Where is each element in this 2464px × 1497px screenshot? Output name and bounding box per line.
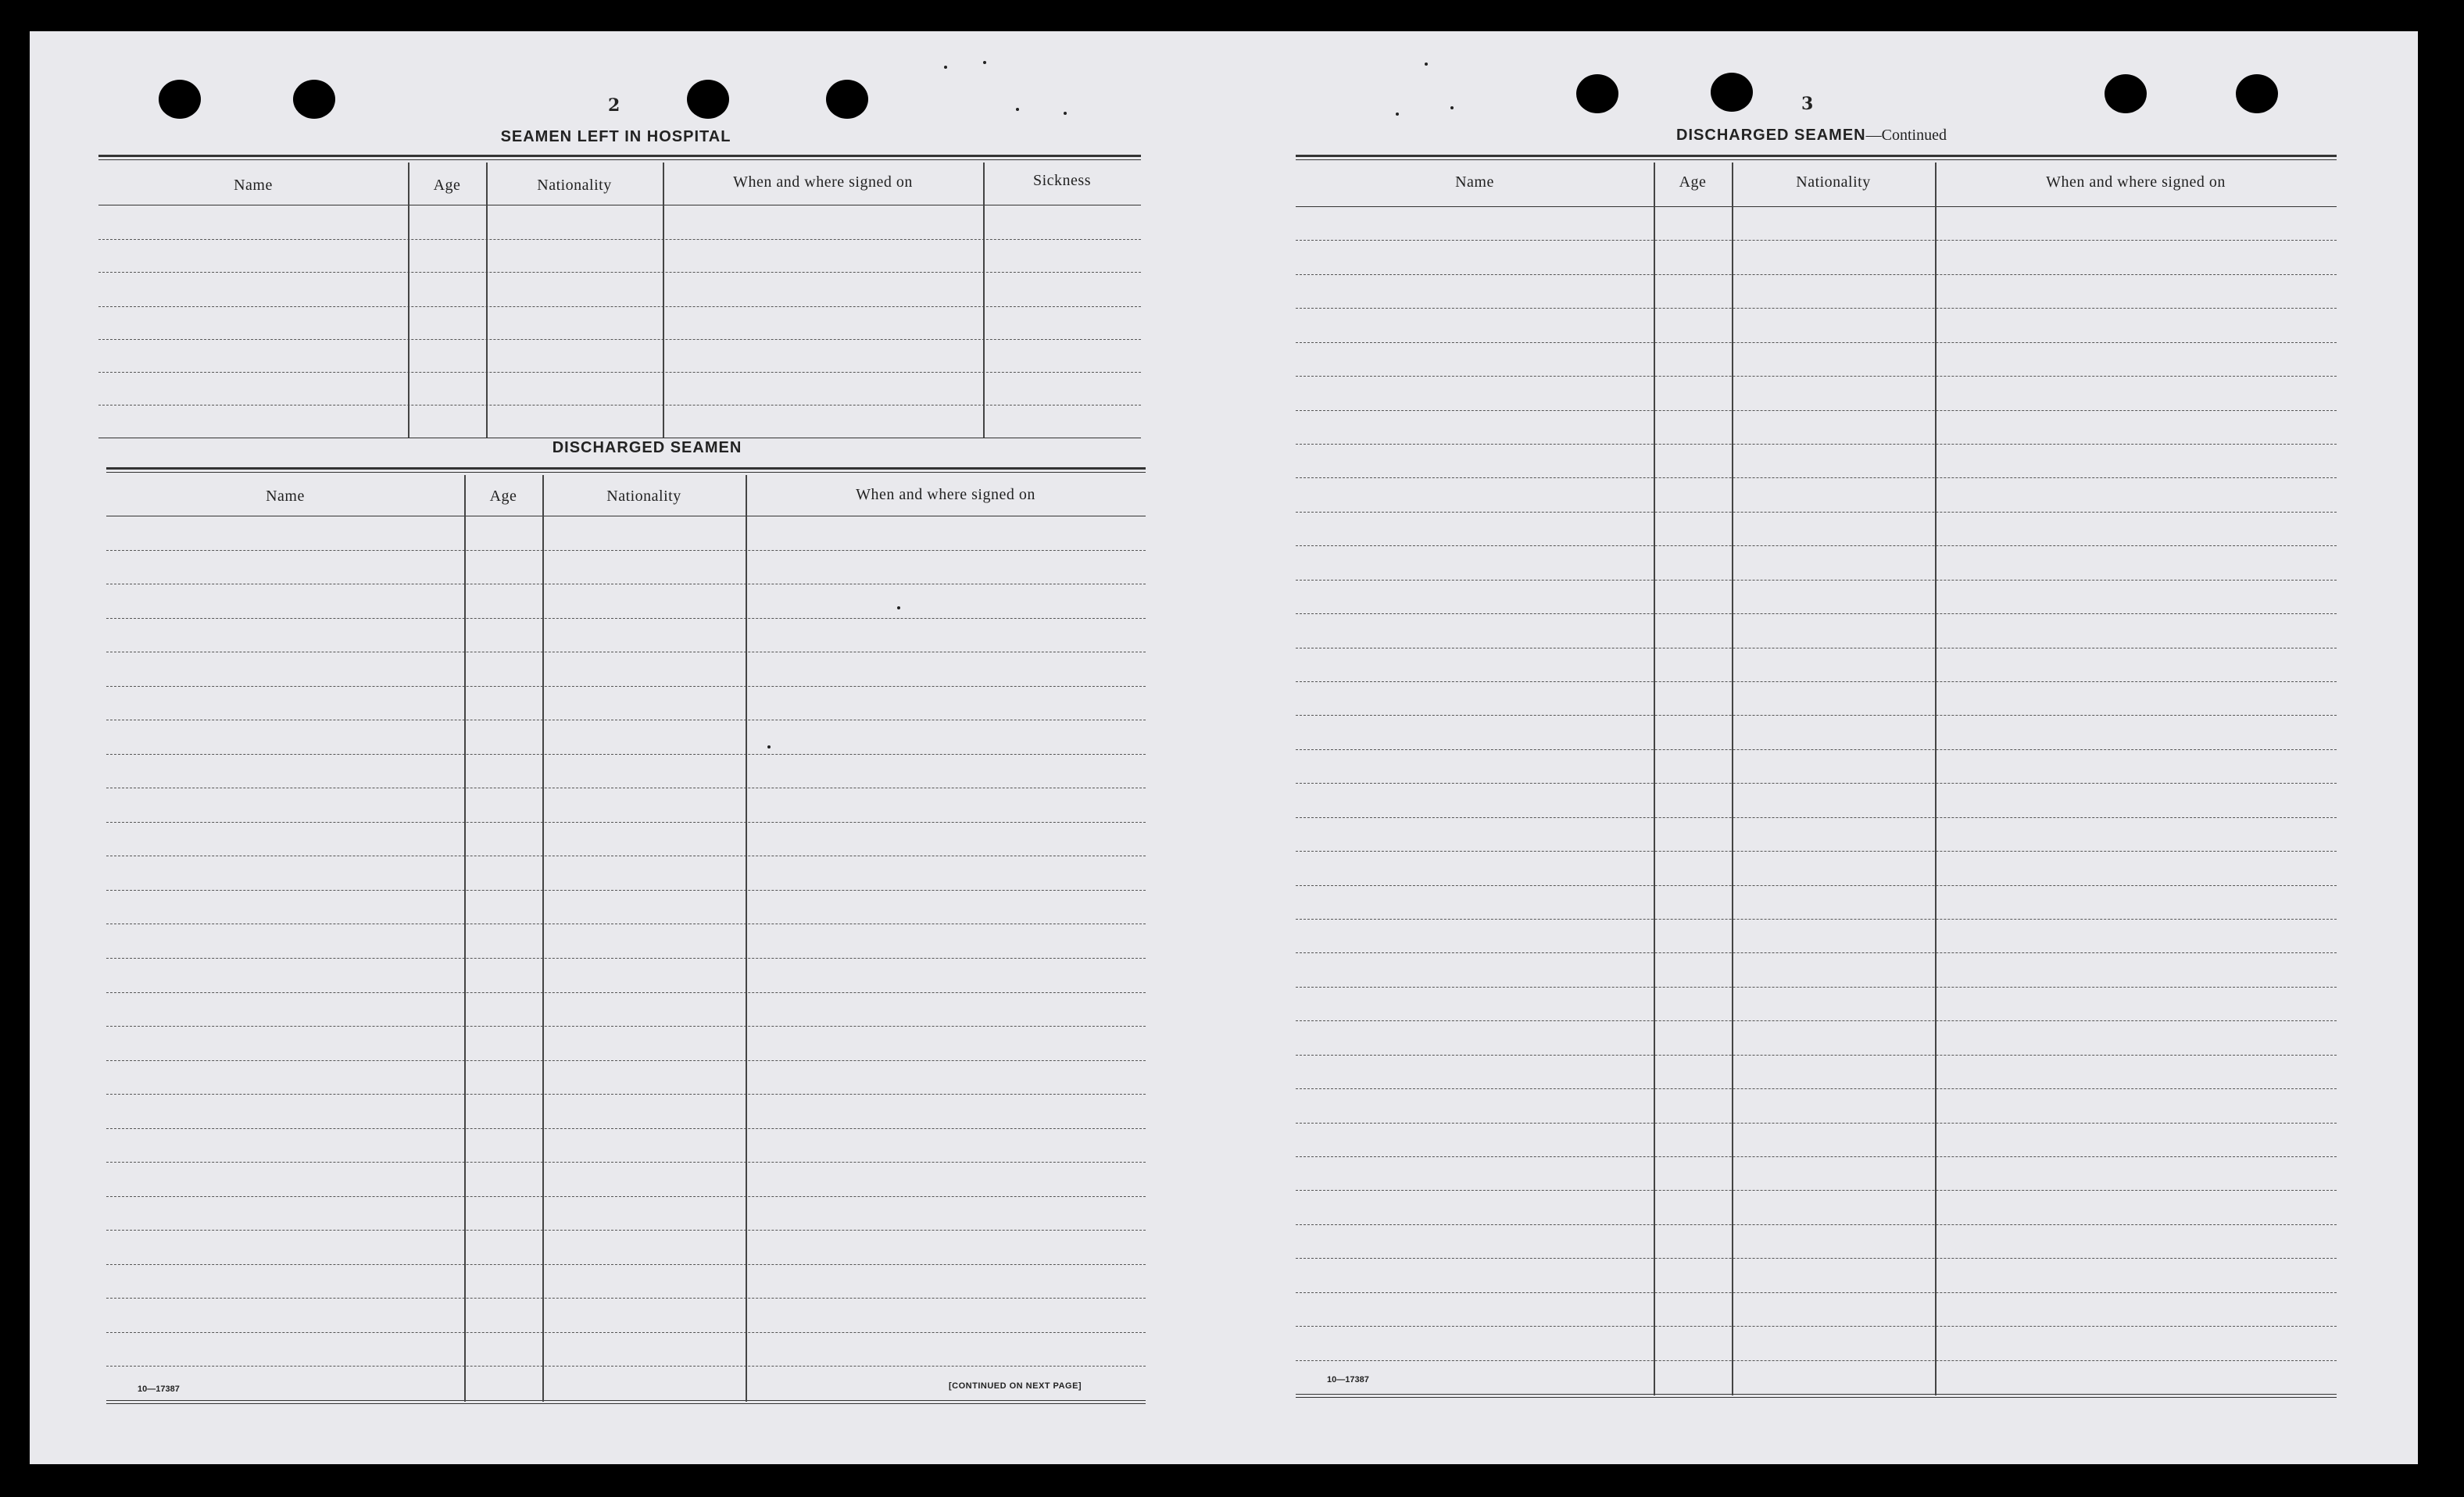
row-rule bbox=[106, 1094, 1146, 1095]
page-number-right: 3 bbox=[1801, 94, 1814, 114]
row-rule bbox=[1296, 1088, 2337, 1089]
punch-hole bbox=[1576, 74, 1618, 113]
col-header-nationality: Nationality bbox=[606, 488, 681, 505]
ink-speck bbox=[1064, 112, 1067, 115]
col-header-name: Name bbox=[266, 488, 305, 505]
scanned-form-sheet bbox=[30, 31, 2418, 1464]
row-rule bbox=[106, 1298, 1146, 1299]
row-rule bbox=[1296, 613, 2337, 614]
table-bottom-rule bbox=[1296, 1397, 2337, 1398]
continued-note: [CONTINUED ON NEXT PAGE] bbox=[949, 1381, 1082, 1391]
punch-hole bbox=[687, 80, 729, 119]
row-rule bbox=[1296, 1258, 2337, 1259]
row-rule bbox=[106, 754, 1146, 755]
table-top-rule bbox=[98, 155, 1141, 157]
row-rule bbox=[1296, 1326, 2337, 1327]
row-rule bbox=[1296, 851, 2337, 852]
col-divider bbox=[408, 163, 409, 438]
page-number-left: 2 bbox=[608, 95, 620, 116]
col-divider bbox=[1732, 163, 1733, 1395]
row-rule bbox=[1296, 376, 2337, 377]
col-header-nationality: Nationality bbox=[537, 177, 612, 194]
col-header-age: Age bbox=[1679, 173, 1707, 191]
row-rule bbox=[106, 1332, 1146, 1333]
col-divider bbox=[1654, 163, 1655, 1395]
row-rule bbox=[1296, 1156, 2337, 1157]
row-rule bbox=[1296, 240, 2337, 241]
punch-hole bbox=[1711, 73, 1753, 112]
discharged-continued-title-text: DISCHARGED SEAMEN bbox=[1676, 127, 1866, 144]
row-rule bbox=[1296, 1360, 2337, 1361]
col-divider bbox=[746, 475, 747, 1402]
table-bottom-rule bbox=[106, 1403, 1146, 1404]
row-rule bbox=[106, 992, 1146, 993]
punch-hole bbox=[159, 80, 201, 119]
row-rule bbox=[1296, 545, 2337, 546]
row-rule bbox=[1296, 817, 2337, 818]
table-bottom-rule bbox=[106, 1400, 1146, 1401]
row-rule bbox=[1296, 1224, 2337, 1225]
col-header-signed-on: When and where signed on bbox=[856, 486, 1035, 503]
ink-speck bbox=[944, 66, 947, 69]
hospital-table bbox=[98, 155, 1141, 452]
table-bottom-rule bbox=[1296, 1394, 2337, 1395]
col-divider bbox=[1935, 163, 1937, 1395]
row-rule bbox=[106, 618, 1146, 619]
row-rule bbox=[1296, 987, 2337, 988]
row-rule bbox=[1296, 952, 2337, 953]
form-number-left: 10—17387 bbox=[138, 1384, 180, 1394]
punch-hole bbox=[293, 80, 335, 119]
row-rule bbox=[106, 1230, 1146, 1231]
row-rule bbox=[1296, 444, 2337, 445]
row-rule bbox=[1296, 885, 2337, 886]
row-rule bbox=[106, 890, 1146, 891]
ink-speck bbox=[1016, 108, 1019, 111]
col-header-age: Age bbox=[489, 488, 517, 505]
row-rule bbox=[1296, 342, 2337, 343]
row-rule bbox=[1296, 1190, 2337, 1191]
row-rule bbox=[106, 1060, 1146, 1061]
col-header-signed-on: When and where signed on bbox=[733, 173, 913, 191]
row-rule bbox=[106, 1026, 1146, 1027]
punch-hole bbox=[826, 80, 868, 119]
discharged-continued-title bbox=[1616, 127, 2007, 145]
row-rule bbox=[1296, 1123, 2337, 1124]
row-rule bbox=[1296, 681, 2337, 682]
col-header-nationality: Nationality bbox=[1796, 173, 1871, 191]
discharged-table bbox=[106, 467, 1146, 1405]
discharged-continued-table bbox=[1296, 155, 2337, 1397]
row-rule bbox=[106, 550, 1146, 551]
row-rule bbox=[106, 1366, 1146, 1367]
row-rules-container bbox=[106, 467, 1146, 1405]
col-header-age: Age bbox=[433, 177, 461, 194]
form-number-right: 10—17387 bbox=[1327, 1375, 1369, 1384]
row-rule bbox=[1296, 749, 2337, 750]
row-rule bbox=[1296, 512, 2337, 513]
row-rule bbox=[1296, 477, 2337, 478]
row-rule bbox=[1296, 410, 2337, 411]
row-rule bbox=[1296, 580, 2337, 581]
discharged-title-text: DISCHARGED SEAMEN bbox=[552, 439, 742, 456]
row-rule bbox=[1296, 274, 2337, 275]
row-rule bbox=[1296, 783, 2337, 784]
row-rule bbox=[106, 1162, 1146, 1163]
ink-speck bbox=[983, 61, 986, 64]
ink-speck bbox=[1450, 106, 1454, 109]
continued-suffix: —Continued bbox=[1865, 127, 1947, 144]
row-rule bbox=[1296, 919, 2337, 920]
row-rule bbox=[1296, 308, 2337, 309]
col-divider bbox=[663, 163, 664, 438]
row-rule bbox=[1296, 1020, 2337, 1021]
table-top-rule bbox=[98, 159, 1141, 160]
row-rule bbox=[1296, 1055, 2337, 1056]
col-divider bbox=[983, 163, 985, 438]
row-rule bbox=[106, 1128, 1146, 1129]
ink-speck bbox=[1396, 113, 1399, 116]
col-divider bbox=[464, 475, 466, 1402]
row-rules-container bbox=[1296, 155, 2337, 1397]
col-divider bbox=[486, 163, 488, 438]
row-rule bbox=[106, 1264, 1146, 1265]
col-header-signed-on: When and where signed on bbox=[2046, 173, 2226, 191]
hospital-section-title bbox=[420, 128, 811, 146]
punch-hole bbox=[2105, 74, 2147, 113]
discharged-section-title bbox=[452, 439, 842, 457]
col-header-name: Name bbox=[1455, 173, 1494, 191]
row-rule bbox=[106, 1196, 1146, 1197]
punch-hole bbox=[2236, 74, 2278, 113]
hospital-title-text: SEAMEN LEFT IN HOSPITAL bbox=[500, 128, 731, 145]
row-rule bbox=[1296, 715, 2337, 716]
row-rule bbox=[106, 686, 1146, 687]
col-divider bbox=[542, 475, 544, 1402]
row-rule bbox=[1296, 1292, 2337, 1293]
row-rule bbox=[106, 822, 1146, 823]
ink-speck bbox=[1425, 63, 1428, 66]
col-header-sickness: Sickness bbox=[1033, 172, 1091, 189]
col-header-name: Name bbox=[234, 177, 273, 194]
row-rule bbox=[106, 958, 1146, 959]
